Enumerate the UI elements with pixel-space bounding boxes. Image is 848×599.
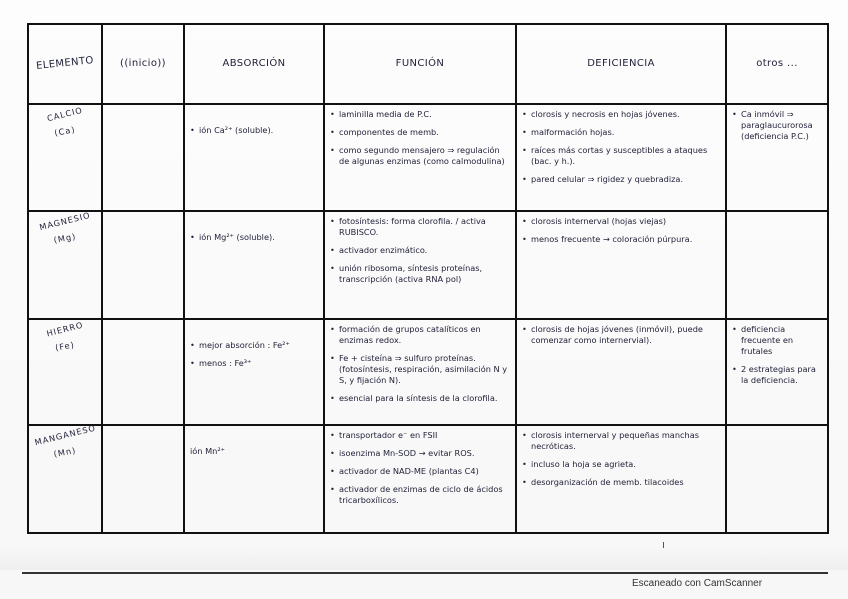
deficiencia-list [522, 216, 720, 245]
deficiencia-item: • incluso la hoja se agrieta. [522, 459, 720, 470]
funcion-item: • formación de grupos catalíticos en enzimas redox. [330, 324, 510, 346]
table-body [28, 104, 828, 533]
otros-cell [726, 425, 828, 533]
element-name: MANGANESO [33, 422, 97, 448]
deficiencia-item: • clorosis internerval (hojas viejas) [522, 216, 720, 227]
absorcion-list [190, 340, 318, 369]
inicio-cell [102, 319, 184, 425]
funcion-item: • esencial para la síntesis de la clorofila. [330, 393, 510, 404]
otros-cell [726, 104, 828, 211]
absorcion-item: ión Mn²⁺ [190, 446, 225, 456]
element-symbol: (Mn) [52, 445, 77, 459]
element-cell [28, 104, 102, 211]
otros-cell [726, 319, 828, 425]
header-row [28, 24, 828, 104]
footer-divider [22, 572, 828, 574]
element-row [28, 319, 828, 425]
funcion-list [330, 216, 510, 285]
header-deficiencia: DEFICIENCIA [516, 24, 726, 104]
inicio-cell [102, 104, 184, 211]
element-name: CALCIO [45, 104, 84, 124]
absorcion-list [190, 125, 318, 136]
deficiencia-item: • clorosis de hojas jóvenes (inmóvil), puede comenzar como internervial). [522, 324, 720, 346]
funcion-cell [324, 104, 516, 211]
funcion-list [330, 324, 510, 404]
otros-cell [726, 211, 828, 319]
funcion-item: • Fe + cisteína ⇒ sulfuro proteínas. (fotosíntesis, respiración, asimilación N y S, y fijación N). [330, 353, 510, 386]
element-cell [28, 211, 102, 319]
funcion-item: • como segundo mensajero ⇒ regulación de algunas enzimas (como calmodulina) [330, 145, 510, 167]
funcion-cell [324, 425, 516, 533]
funcion-item: • activador de NAD-ME (plantas C4) [330, 466, 510, 477]
header-absorcion: ABSORCIÓN [184, 24, 324, 104]
deficiencia-cell [516, 104, 726, 211]
funcion-item: • laminilla media de P.C. [330, 109, 510, 120]
funcion-item: • unión ribosoma, síntesis proteínas, transcripción (activa RNA pol) [330, 263, 510, 285]
absorcion-item: • ión Mg²⁺ (soluble). [190, 232, 318, 243]
absorcion-cell [184, 104, 324, 211]
absorcion-cell [184, 211, 324, 319]
inicio-cell [102, 211, 184, 319]
page-shadow [0, 548, 848, 570]
funcion-list [330, 430, 510, 506]
deficiencia-item: • pared celular ⇒ rigidez y quebradiza. [522, 174, 720, 185]
deficiencia-item: • raíces más cortas y susceptibles a ataques (bac. y h.). [522, 145, 720, 167]
otros-item: • Ca inmóvil ⇒ paraglaucurorosa (deficiencia P.C.) [732, 109, 822, 142]
element-row [28, 425, 828, 533]
absorcion-list [190, 446, 318, 457]
deficiencia-list [522, 109, 720, 185]
deficiencia-cell [516, 425, 726, 533]
funcion-item: • activador de enzimas de ciclo de ácidos tricarboxílicos. [330, 484, 510, 506]
otros-item: • deficiencia frecuente en frutales [732, 324, 822, 357]
funcion-list [330, 109, 510, 167]
deficiencia-item: • clorosis y necrosis en hojas jóvenes. [522, 109, 720, 120]
deficiencia-list [522, 324, 720, 346]
absorcion-item: • ión Ca²⁺ (soluble). [190, 125, 318, 136]
deficiencia-item: • malformación hojas. [522, 127, 720, 138]
deficiencia-item: • desorganización de memb. tilacoides [522, 477, 720, 488]
funcion-item: • transportador e⁻ en FSII [330, 430, 510, 441]
funcion-item: • activador enzimático. [330, 245, 510, 256]
funcion-cell [324, 319, 516, 425]
header-elemento: ELEMENTO [24, 20, 106, 107]
element-name: MAGNESIO [38, 209, 92, 233]
element-symbol: (Mg) [52, 231, 77, 245]
element-symbol: (Ca) [53, 124, 77, 138]
header-inicio: ((inicio)) [102, 24, 184, 104]
deficiencia-item: • clorosis internerval y pequeñas manchas necróticas. [522, 430, 720, 452]
header-otros: otros ... [726, 24, 828, 104]
element-cell [28, 319, 102, 425]
deficiencia-cell [516, 319, 726, 425]
absorcion-item: • menos : Fe³⁺ [190, 358, 318, 369]
otros-list [732, 324, 822, 386]
absorcion-item: • mejor absorción : Fe²⁺ [190, 340, 318, 351]
otros-item: • 2 estrategias para la deficiencia. [732, 364, 822, 386]
header-funcion: FUNCIÓN [324, 24, 516, 104]
element-symbol: (Fe) [54, 339, 76, 353]
inicio-cell [102, 425, 184, 533]
deficiencia-cell [516, 211, 726, 319]
otros-list [732, 109, 822, 142]
funcion-cell [324, 211, 516, 319]
absorcion-list [190, 232, 318, 243]
deficiencia-item: • menos frecuente → coloración púrpura. [522, 234, 720, 245]
funcion-item: • fotosíntesis: forma clorofila. / activa RUBISCO. [330, 216, 510, 238]
funcion-item: • isoenzima Mn-SOD → evitar ROS. [330, 448, 510, 459]
element-row [28, 211, 828, 319]
scanner-watermark: Escaneado con CamScanner [632, 578, 763, 589]
absorcion-cell [184, 425, 324, 533]
element-row [28, 104, 828, 211]
deficiencia-list [522, 430, 720, 488]
element-cell [28, 422, 102, 533]
nutrient-table [27, 23, 829, 534]
pen-mark [663, 542, 664, 548]
funcion-item: • componentes de memb. [330, 127, 510, 138]
element-name: HIERRO [45, 319, 85, 339]
absorcion-cell [184, 319, 324, 425]
